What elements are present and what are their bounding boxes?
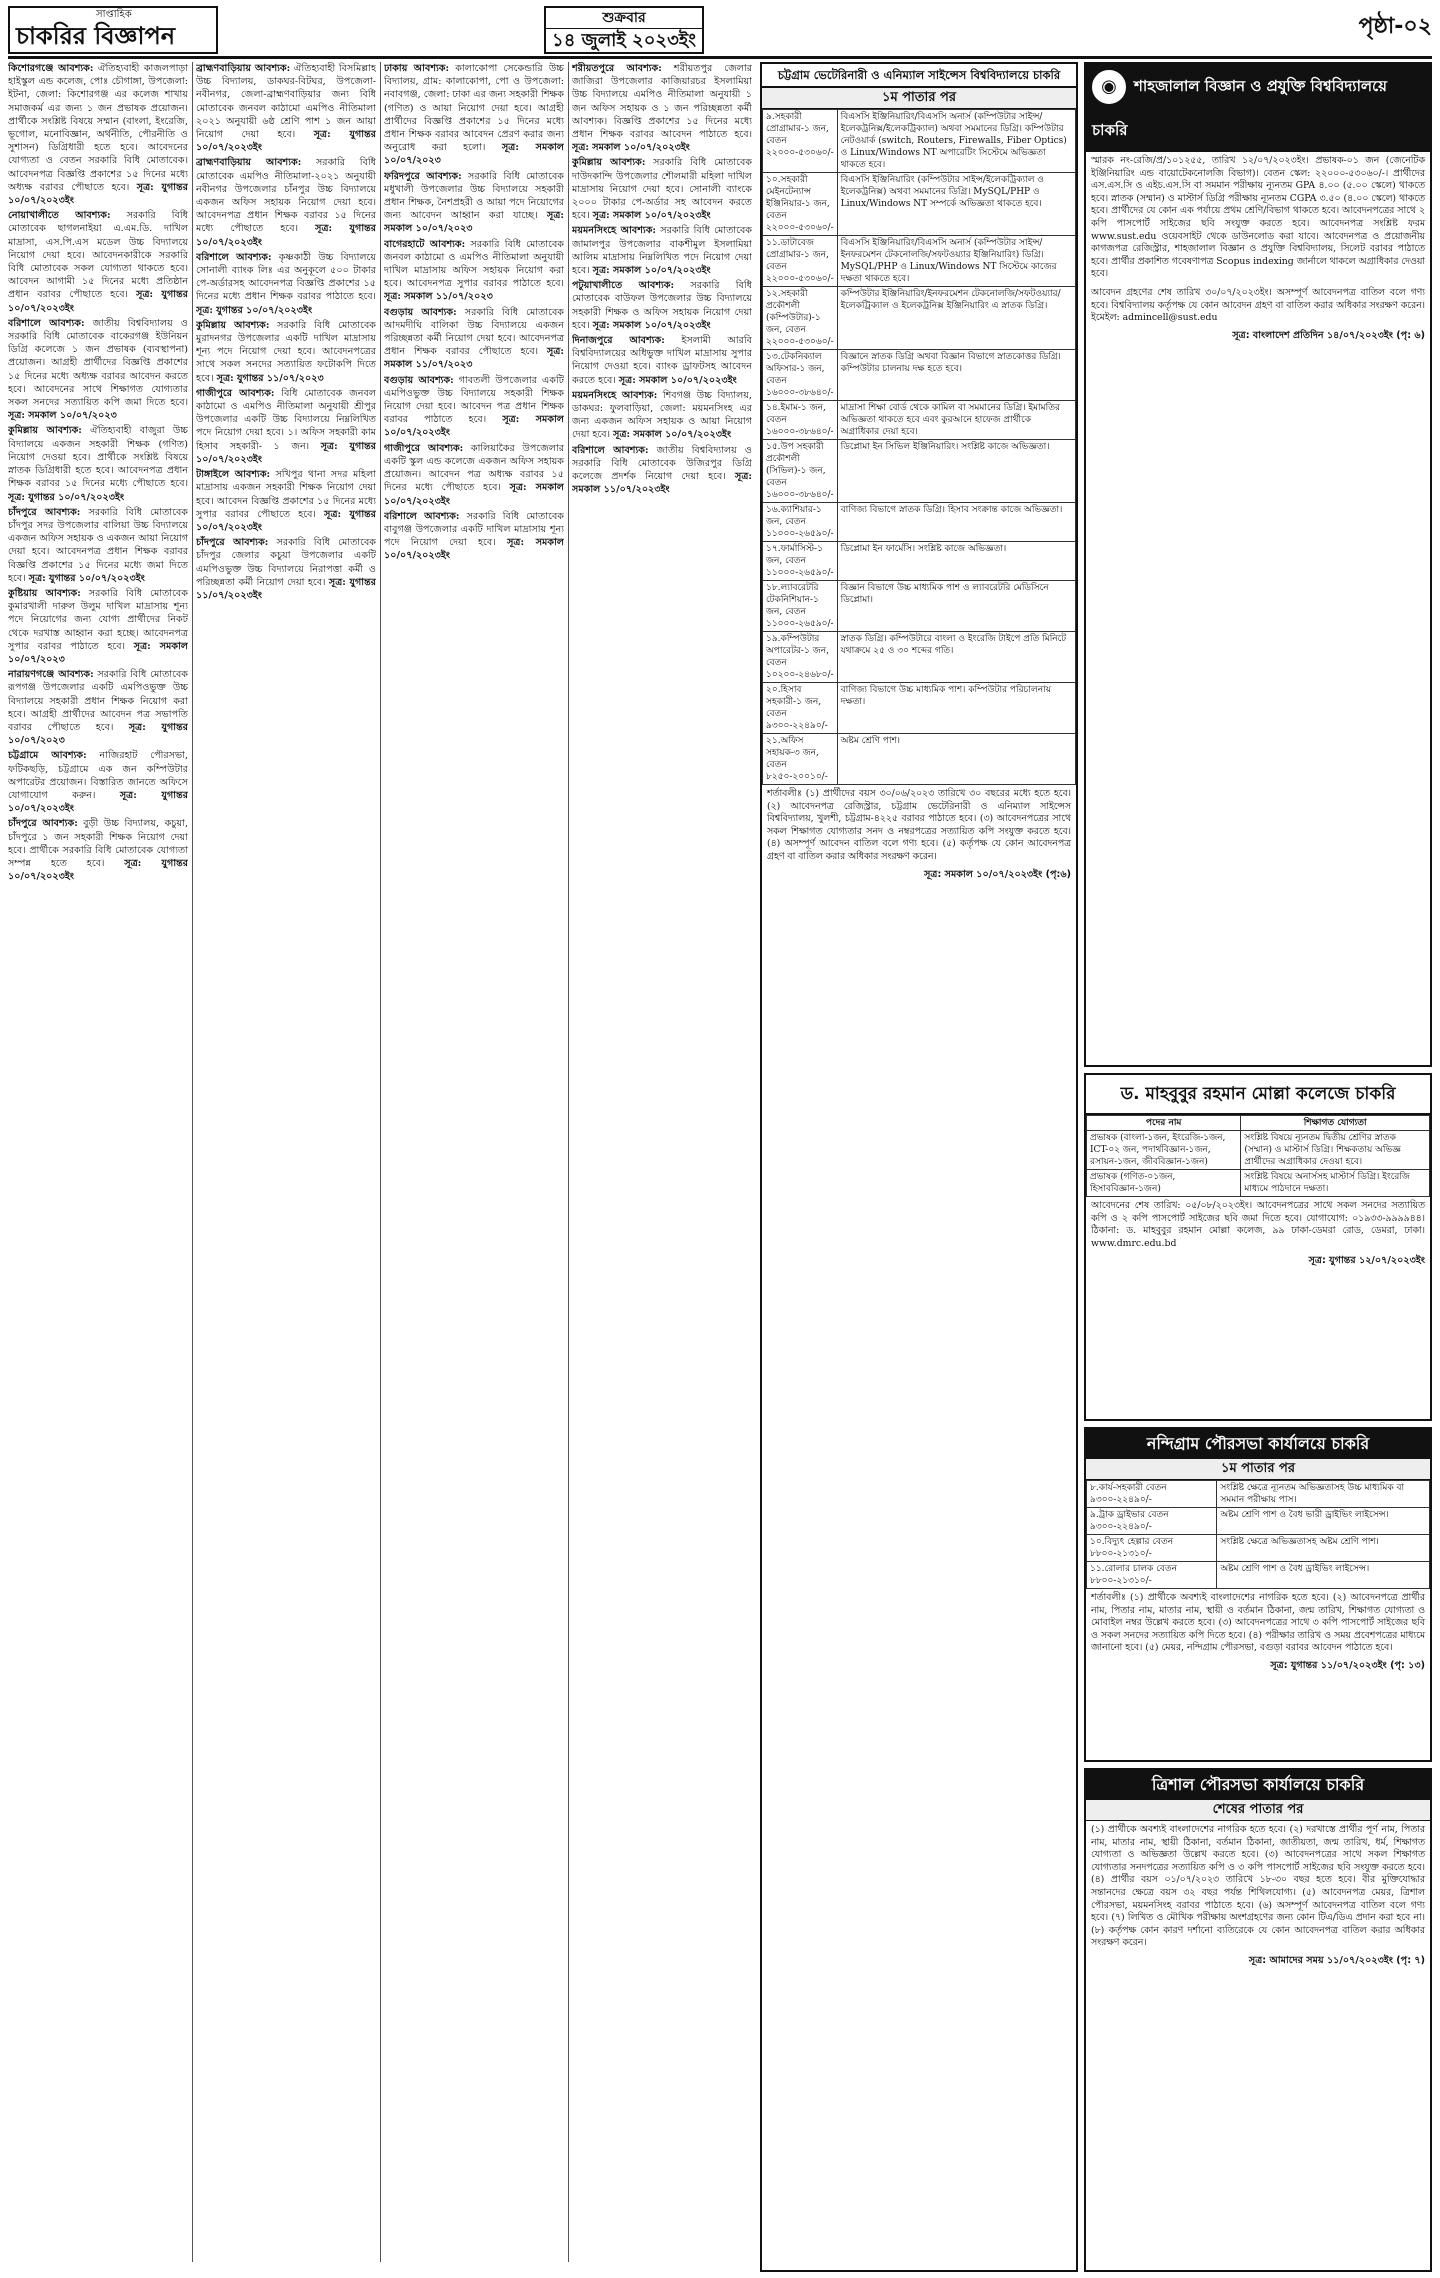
classified-ad-text: বিধি মোতাবেক জনবল কাঠামো ও এমপিও নীতিমালা অনুযায়ী শ্রীপুর উপজেলার একটি উচ্চ বিদ্যালয়ে নিম্নলিখিত পদে নিয়োগ দেয়া হবে। ১। অফিস সহকারী কাম হিসাব সহকারী- ১ জন। [196,387,376,452]
classified-ad-source: সূত্র: যুগান্তর ১০/০৭/২০২৩ইং [28,572,145,584]
cvasu-ad-title: চট্টগ্রাম ভেটেরিনারী ও এনিম্যাল সাইন্সেস বিশ্ববিদ্যালয়ে চাকরি [762,64,1076,88]
classified-ad [8,62,188,207]
classified-ad-text: সরকারি বিধি মোতাবেক রূপগঞ্জ উপজেলার একটি এমপিওভুক্ত উচ্চ বিদ্যালয়ে সহকারী প্রধান শিক্ষক নিয়োগ করা হবে। আগ্রহী প্রার্থীদের আবেদন পত্র সভাপতি বরাবর পৌছাতে হবে। [8,669,188,733]
classified-ad-heading: ঢাকায় আবশ্যক: [384,63,450,74]
classified-ad [384,442,564,508]
cvasu-post-cell: ১৬.ক্যাশিয়ার-১ জন, বেতন ১১০০০-২৬৫৯০/- [763,503,838,542]
classified-ad-source: সূত্র: সমকাল ১০/০৭/২০২৩ইং [618,374,737,386]
classified-ad-text: সরকারি বিধি মোতাবেক বাউফল উপজেলার উচ্চ বিদ্যালয়ে সহকারী শিক্ষক ও অফিস সহায়ক নিয়োগ দেয়া হবে। [572,280,752,331]
trishal-ad-title: ত্রিশাল পৌরসভা কার্যালয়ে চাকরি [1086,1770,1430,1800]
sust-ad-title [1086,64,1430,152]
classified-ad-source: সূত্র: যুগান্তর ১০/০৭/২০২৩ইং [196,223,376,248]
classified-ad-heading: টাঙ্গাইলে আবশ্যক: [196,469,271,481]
classified-ad-text: কৃষ্ণকাঠী উচ্চ বিদ্যালয়ে সোনালী ব্যাংক লিঃ এর অনুকূলে ৫০০ টাকার পে-অর্ডারসহ আবেদনপত্র বিজ্ঞপ্তি প্রকাশের ১৫ দিনের মধ্যে প্রধান শিক্ষক বরাবর পাঠাতে হবে। [196,251,376,303]
dmrc-ad-body: আবেদনের শেষ তারিখ: ০৫/০৮/২০২৩ইং। আবেদনপত্রের সাথে সকল সনদের সত্যায়িত কপি ও ২ কপি পাসপোর্ট সাইজের ছবি জমা দিতে হবে। যোগাযোগ: ০১৯৩৩-৯৯৯৯৪৪। ঠিকানা: ড. মাহবুবুর রহমান মোল্লা কলেজ, ৯৯ ঢাকা-ডেমরা রোড, ডেমরা, ঢাকা। www.dmrc.edu.bd [1091,1200,1425,1249]
classified-ad-text: সরকারি বিধি মোতাবেক মুরাদনগর উপজেলার একটি দাখিল মাদ্রাসায় শূন্য পদে নিয়োগ দেয়া হবে। আবেদনপত্রের সাথে সকল সনদের সত্যায়িত ফটোকপি দিতে হবে। [196,319,376,384]
classified-ad-heading: নারায়ণগঞ্জে আবশ্যক: [8,669,94,681]
classified-ad-text: ঐতিহ্যবাহী বাজুরা উচ্চ বিদ্যালয়ে একজন সহকারী শিক্ষক (গণিত) নিয়োগ দেওয়া হবে। প্রার্থীকে সংশ্লিষ্ট বিষয়ে স্নাতক ডিগ্রিধারী হতে হবে। আবেদনপত্র প্রধান শিক্ষক বরাবর ১৫ দিনের মধ্যে পৌছাতে হবে। [8,425,188,490]
classified-ad [8,424,188,503]
classified-ad-source: সূত্র: যুগান্তর ১০/০৭/২০২৩ইং [8,289,188,314]
cvasu-req-cell: বিএসসি ইঞ্জিনিয়ারিং/বিএসসি অনার্স (কম্পিউটার সাইন্স/ইনফরমেশন টেকনোলজি/সফটওয়্যার ইঞ্জিনিয়ারিং) ডিগ্রি। MySQL/PHP ও Linux/Windows NT সিস্টেমে কাজের দক্ষতা থাকতে হবে। [837,236,1075,287]
classified-ad-source: সূত্র: যুগান্তর ১০/০৭/২০২৩ইং [8,789,188,815]
classified-ad [384,306,564,372]
nandigram-job-ad [1084,1427,1432,1762]
classified-ad-text: শিবগঞ্জ উচ্চ বিদ্যালয়, ডাকঘর: ফুলবাড়িয়া, জেলা: ময়মনসিংহ এর জন্য একজন অফিস সহায়ক ও আয়া নিয়োগ দেয়া হবে। [572,389,752,441]
classified-ad [8,587,188,666]
dmrc-post-cell: প্রভাষক (বাংলা-১জন, ইংরেজি-১জন, ICT-০২ জন, পদার্থবিজ্ঞান-১জন, রসায়ন-১জন, জীববিজ্ঞান-১জন) [1087,1131,1241,1170]
classified-ad-source: সূত্র: সমকাল ১০/০৭/২০২৩ইং [384,414,564,439]
classified-ad-heading: চট্টগ্রামে আবশ্যক: [8,750,87,762]
classified-ad-heading: ব্রাহ্মণবাড়িয়ায় আবশ্যক: [196,157,302,169]
classified-ad-heading: বরিশালে আবশ্যক: [196,251,272,263]
table-row [763,440,1076,503]
classified-ad-text: সরকারি বিধি মোতাবেক চাঁদপুর জেলার কচুয়া উপজেলার একটি এমপিওভুক্ত উচ্চ বিদ্যালয়ে নিরাপত্তা কর্মী ও পরিচ্ছন্নতা কর্মী নিয়োগ দেয়া হবে। [196,537,376,588]
classified-ad-source: সূত্র: সমকাল ১০/০৭/২০২৩ [8,640,188,665]
classified-ad-text: সরকারি বিধি মোতাবেক কুমারখালী দারুল উলুম দাখিল মাদ্রাসায় শূন্য পদে নিয়োগের জন্য যোগ্য প্রার্থীদের নিকট থেকে দরখাস্ত আহ্বান করা হচ্ছে। আবেদনপত্র সুপার বরাবর পাঠাতে হবে। [8,587,188,652]
classified-ad [8,749,188,815]
table-row [763,683,1076,734]
cvasu-ad-source: সূত্র: সমকাল ১০/০৭/২০২৩ইং (পৃ:৬) [924,868,1071,880]
classified-ad-heading: শরীয়তপুরে আবশ্যক: [572,63,662,74]
table-row [1087,1131,1430,1170]
classified-ad-heading: ফরিদপুরে আবশ্যক: [384,170,462,182]
classified-ad-heading: চাঁদপুরে আবশ্যক: [196,537,269,549]
classified-ad-heading: বরিশালে আবশ্যক: [572,444,649,456]
trishal-job-ad [1084,1768,1432,2272]
cvasu-req-cell: বিজ্ঞানে স্নাতক ডিগ্রি অথবা বিজ্ঞান বিভাগে স্নাতকোত্তর ডিগ্রি। কম্পিউটার চালনায় দক্ষ হতে হবে। [837,350,1075,401]
sust-job-ad [1084,62,1432,1067]
classified-ad-source: সূত্র: সমকাল ১০/০৭/২০২৩ইং [384,537,564,562]
dmrc-job-ad [1084,1073,1432,1421]
cvasu-post-cell: ১৪.ইমাম-১ জন, বেতন ১৬০০০-৩৮৬৪০/- [763,401,838,440]
classified-ad-heading: ময়মনসিংহে আবশ্যক: [572,389,658,401]
classified-ad-source: সূত্র: সমকাল ১০/০৭/২০২৩ [384,210,564,235]
table-row [763,173,1076,236]
classified-ad-source: সূত্র: যুগান্তর ১০/০৭/২০২৩ইং [8,857,188,883]
table-row [1087,1481,1430,1508]
classified-ad [384,510,564,563]
classified-ad-heading: গাজীপুরে আবশ্যক: [384,442,464,454]
table-row [763,581,1076,632]
cvasu-post-cell: ১৯.কম্পিউটার অপারেটর-১ জন, বেতন ১০২০০-২৪৬৮০/- [763,632,838,683]
classified-ad-source: সূত্র: যুগান্তর ১০/০৭/২০২৩ [8,721,188,747]
classified-ad [572,224,752,277]
classified-ad-text: সরকারি বিধি মোতাবেক জনবল কাঠামো ও এমপিও নীতিমালা অনুযায়ী দাখিল মাদ্রাসায় অফিস সহায়ক নিয়োগ করা হবে। আবেদনপত্র সুপার বরাবর পাঠাতে হবে। [384,238,564,290]
classified-ad-heading: গাজীপুরে আবশ্যক: [196,387,275,399]
classified-ad-source: সূত্র: সমকাল ১০/০৭/২০২৩ [384,142,564,167]
cvasu-post-cell: ১৩.টেকনিক্যাল অফিসার-১ জন, বেতন ১৬০০০-৩৮৬৪০/- [763,350,838,401]
classified-ad-heading: কুষ্টিয়ায় আবশ্যক: [8,587,81,599]
classified-ad-text: বুড়ী উচ্চ বিদ্যালয়, কচুয়া, চাঁদপুরে ১ জন সহকারী শিক্ষক নিয়োগ দেয়া হবে। প্রার্থীকে সরকারি বিধি মোতাবেক যোগ্যতা সম্পন্ন হতে হবে। [8,818,188,869]
classified-ad [196,468,376,534]
classified-ad-heading: ব্রাহ্মণবাড়িয়ায় আবশ্যক: [196,63,291,74]
cvasu-post-cell: ১১.ডাটাবেজ প্রোগ্রামার-১ জন, বেতন ২২০০০-৫৩০৬০/- [763,236,838,287]
nandigram-post-cell: ৮.কার্য-সহকারী বেতন ৯৩০০-২২৪৯০/- [1087,1481,1217,1508]
classified-ad-heading: পটুয়াখালীতে আবশ্যক: [572,280,675,292]
masthead [8,6,1432,54]
cvasu-post-cell: ১২.সহকারী প্রকৌশলী (কম্পিউটার)-১ জন, বেতন ২২০০০-৫৩০৬০/- [763,287,838,350]
table-row [763,401,1076,440]
nandigram-post-cell: ৯.ট্রাক ড্রাইভার বেতন ৯৩০০-২২৪৯০/- [1087,1508,1217,1535]
dmrc-col-req-header: শিক্ষাগত যোগ্যতা [1241,1116,1430,1131]
classified-ad-heading: নোয়াখালীতে আবশ্যক: [8,210,111,222]
classified-ad-text: সরকারি বিধি মোতাবেক এমপিও নীতিমালা-২০২১ অনুযায়ী নবীনগর উপজেলার চাঁনপুর উচ্চ বিদ্যালয়ে একজন অফিস সহায়ক নিয়োগ দেয়া হবে। আবেদনপত্র প্রধান শিক্ষক বরাবর ১৫ দিনের মধ্যে পৌছাতে হবে। [196,157,376,235]
sust-ad-body: স্মারক নং-রেজি/প্র/১০১২৫৫, তারিখ ১২/০৭/২০২৩ইং। প্রভাষক-০১ জন (জেনেটিক ইঞ্জিনিয়ারিং এন্ড বায়োটেকনোলজি বিভাগ)। বেতন স্কেল: ২২০০০-৫৩০৬০/-। প্রার্থীদের এস.এস.সি ও এইচ.এস.সি বা সমমান পরীক্ষায় ন্যূনতম GPA ৪.০০ (৫.০০ স্কেলে) থাকতে হবে। স্নাতক (সম্মান) ও মাস্টার্স ডিগ্রি পরীক্ষায় ন্যূনতম CGPA ৩.৫০ (৪.০০ স্কেলে) থাকতে হবে। প্রার্থীদের যে কোন এক পর্যায়ে প্রথম শ্রেণি/বিভাগ থাকতে হবে। আবেদনপত্রের সাথে ২ কপি পাসপোর্ট সাইজের ছবি সংযুক্ত করতে হবে। আবেদনপত্র সংশ্লিষ্ট ফরম www.sust.edu ওয়েবসাইট থেকে ডাউনলোড করা যাবে। আবেদনপত্র ও প্রয়োজনীয় কাগজপত্র রেজিস্ট্রার, শাহজালাল বিজ্ঞান ও প্রযুক্তি বিশ্ববিদ্যালয়, সিলেট বরাবর পাঠাতে হবে। প্রার্থীর প্রকাশিত গবেষণাপত্র Scopus indexing জার্নালে থাকলে অগ্রাধিকার দেওয়া হবে। [1091,155,1425,280]
classified-column-3 [384,62,564,2262]
table-row [763,110,1076,173]
nandigram-job-table [1086,1480,1430,1589]
cvasu-post-cell: ১০.সহকারী মেইনটেন্যান্স ইঞ্জিনিয়ার-১ জন, বেতন ২২০০০-৫৩০৬০/- [763,173,838,236]
classified-ad-source: সূত্র: যুগান্তর ১০/০৭/২০২৩ইং [196,129,376,154]
classified-ad-text: ঐতিহ্যবাহী কাজলপাড়া হাইস্কুল এন্ড কলেজ, পোঃ চৌগাঙ্গা, উপজেলা: ইটনা, জেলা: কিশোরগঞ্জ এর কলেজ শাখায় সমাজকর্ম এর জন্য ১ জন প্রভাষক প্রয়োজন। প্রার্থীকে সংশ্লিষ্ট বিষয়ে সম্মান (বাংলা, ইংরেজি, ভূগোল, মনোবিজ্ঞান, অর্থনীতি, পৌরনীতি ও সুশাসন) ডিগ্রিধারী হতে হবে। আবেদনের যোগ্যতা ও বেতন সরকারি বিধি মোতাবেক। আবেদনপত্র বিজ্ঞপ্তি প্রকাশের ১৫ দিনের মধ্যে অধ্যক্ষ বরাবর পৌছাতে হবে। [8,63,188,193]
classified-ad [572,279,752,332]
cvasu-req-cell: বাণিজ্য বিভাগে উচ্চ মাধ্যমিক পাশ। কম্পিউটার পরিচালনায় দক্ষতা। [837,683,1075,734]
sust-ad-terms: আবেদন গ্রহণের শেষ তারিখ ৩০/০৭/২০২৩ইং। অসম্পূর্ণ আবেদনপত্র বাতিল বলে গণ্য হবে। বিশ্ববিদ্যালয় কর্তৃপক্ষ যে কোন আবেদন গ্রহণ বা বাতিল করার অধিকার সংরক্ষণ করেন। ইমেইল: admincell@sust.edu [1091,286,1425,324]
logo-title: চাকরির বিজ্ঞাপন [16,22,176,50]
cvasu-ad-subtitle: ১ম পাতার পর [762,88,1076,109]
classified-ad-heading: ময়মনসিংহে আবশ্যক: [572,225,656,237]
classified-ad [384,374,564,440]
classified-column-2 [196,62,376,2262]
column-divider [192,62,193,2262]
nandigram-req-cell: অষ্টম শ্রেণি পাশ ও বৈধ ভারী ড্রাইভিং লাইসেন্স। [1217,1508,1430,1535]
cvasu-req-cell: মাদ্রাসা শিক্ষা বোর্ড থেকে কামিল বা সমমানের ডিগ্রি। ইমামতির অভিজ্ঞতা থাকতে হবে এবং কুরআনে হাফেজ প্রার্থীকে অগ্রাধিকার দেয়া হবে। [837,401,1075,440]
dmrc-req-cell: সংশ্লিষ্ট বিষয়ে অনার্সসহ মাস্টার্স ডিগ্রি। ইংরেজি মাধ্যমে পাঠদানে দক্ষতা। [1241,1170,1430,1197]
classified-ad [8,817,188,883]
classified-ad-heading: বগুড়ায় আবশ্যক: [384,374,454,386]
classified-ad [572,444,752,497]
classified-ad [384,170,564,236]
cvasu-req-cell: ডিপ্লোমা ইন সিভিল ইঞ্জিনিয়ারিং। সংশ্লিষ্ট কাজে অভিজ্ঞতা। [837,440,1075,503]
cvasu-req-cell: কম্পিউটার ইঞ্জিনিয়ারিং/ইনফরমেশন টেকনোলজি/সফটওয়্যার/ইলেকট্রিক্যাল ও ইলেকট্রনিক্স ইঞ্জিনিয়ারিং এ স্নাতক ডিগ্রি। [837,287,1075,350]
dmrc-ad-title: ড. মাহবুবুর রহমান মোল্লা কলেজে চাকরি [1086,1075,1430,1115]
classified-ad [196,387,376,466]
nandigram-post-cell: ১০.বিদ্যুৎ হেল্পার বেতন ৮৮০০-২১৩১০/- [1087,1535,1217,1562]
classified-ad-source: সূত্র: সমকাল ১০/০৭/২০২৩ইং [592,210,711,222]
classified-ad-heading: চাঁদপুরে আবশ্যক: [8,506,81,518]
cvasu-req-cell: স্নাতক ডিগ্রি। কম্পিউটারে বাংলা ও ইংরেজি টাইপে প্রতি মিনিটে যথাক্রমে ২৫ ও ৩০ শব্দের গতি। [837,632,1075,683]
classified-ad-source: সূত্র: যুগান্তর ১১/০৭/২০২৩ [216,372,324,384]
classified-ad-source: সূত্র: সমকাল ১০/০৭/২০২৩ইং [572,142,690,154]
cvasu-post-cell: ২০.হিসাব সহকারী-১ জন, বেতন ৯৩০০-২২৪৯০/- [763,683,838,734]
classified-ad-source: সূত্র: সমকাল ১০/০৭/২০২৩ইং [613,429,732,441]
classified-ad [384,238,564,304]
classified-ad-text: ইসলামী আরবি বিশ্ববিদ্যালয়ের অধিভুক্ত দাখিল মাদ্রাসায় সুপার নিয়োগ দেওয়া হবে। ব্যাংক ড্রাফটসহ আবেদন করতে হবে। [572,335,752,386]
classified-ad-heading: কিশোরগঞ্জে আবশ্যক: [8,63,94,74]
nandigram-ad-body: শর্তাবলীঃ (১) প্রার্থীকে অবশ্যই বাংলাদেশের নাগরিক হতে হবে। (২) আবেদনপত্রে প্রার্থীর নাম, পিতার নাম, মাতার নাম, স্থায়ী ও বর্তমান ঠিকানা, জন্ম তারিখ, শিক্ষাগত যোগ্যতা ও মোবাইল নম্বর উল্লেখ করতে হবে। (৩) আবেদনপত্রের সাথে ৩ কপি পাসপোর্ট সাইজের ছবি ও সকল সনদের সত্যায়িত কপি দিতে হবে। (৪) পরীক্ষার তারিখ ও সময় প্রবেশপত্রের মাধ্যমে জানানো হবে। (৫) মেয়র, নন্দিগ্রাম পৌরসভা, বগুড়া বরাবর আবেদন পাঠাতে হবে। [1091,1592,1425,1654]
table-row [1087,1535,1430,1562]
classified-column-1 [8,62,188,2262]
classified-ad [8,209,188,315]
cvasu-job-table [762,109,1076,785]
classified-ad [384,62,564,168]
table-row [1087,1170,1430,1197]
table-row [763,503,1076,542]
classified-column-4 [572,62,752,2262]
column-divider [380,62,381,2262]
classified-ad [196,536,376,602]
classified-ad-source: সূত্র: সমকাল ১০/০৭/২০২৩ইং [592,319,711,331]
classified-ad-heading: চাঁদপুরে আবশ্যক: [8,818,78,830]
classified-ad [572,389,752,442]
cvasu-post-cell: ৯.সহকারী প্রোগ্রামার-১ জন, বেতন ২২০০০-৫৩০৬০/- [763,110,838,173]
classified-ad-text: ঐতিহ্যবাহী বিসমিল্লাহ উচ্চ বিদ্যালয়, ডাকঘর-বিটঘর, উপজেলা-নবীনগর, জেলা-ব্রাহ্মণবাড়িয়ার জন্য বিধি মোতাবেক জনবল কাঠামো এমপিও নীতিমালা ২০২১ অনুযায়ী ৬ষ্ঠ শ্রেণি পাশ ১ জন আয়া নিয়োগ দেয়া হবে। [196,63,376,141]
header-rule [8,56,1432,59]
dmrc-post-cell: প্রভাষক (গণিত-০১জন, হিসাববিজ্ঞান-১জন) [1087,1170,1241,1197]
classified-ad [8,668,188,747]
dmrc-col-post-header: পদের নাম [1087,1116,1241,1131]
classified-ad-heading: বগুড়ায় আবশ্যক: [384,306,457,318]
classified-ad [196,319,376,385]
cvasu-req-cell: বাণিজ্য বিভাগে স্নাতক ডিগ্রি। হিসাব সংক্রান্ত কাজে অভিজ্ঞতা। [837,503,1075,542]
dmrc-req-cell: সংশ্লিষ্ট বিষয়ে ন্যূনতম দ্বিতীয় শ্রেণির স্নাতক (সম্মান) ও মাস্টার্স ডিগ্রি। শিক্ষকতায় অভিজ্ঞ প্রার্থীদের অগ্রাধিকার দেওয়া হবে। [1241,1131,1430,1170]
table-row [1087,1562,1430,1589]
nandigram-ad-title: নন্দিগ্রাম পৌরসভা কার্যালয়ে চাকরি [1086,1429,1430,1459]
classified-ad-text: নাজিরহাট পৌরসভা, ফটিকছড়ি, চট্টগ্রামে এক জন কম্পিউটার অপারেটর প্রয়োজন। বিস্তারিত জানতে অফিসে যোগাযোগ করুন। [8,750,188,801]
classified-ad-text: সরকারি বিধি মোতাবেক আদমদীঘি বালিকা উচ্চ বিদ্যালয়ে একজন পরিচ্ছন্নতা কর্মী নিয়োগ দেয়া হবে। আবেদনপত্র প্রধান শিক্ষক বরাবর পৌছাতে হবে। [384,306,564,358]
classified-ad-text: সরকারি বিধি মোতাবেক জামালপুর উপজেলার বাকশীমুল ইসলামিয়া আলিম মাদ্রাসায় নিম্নলিখিত পদে নিয়োগ দেয়া হবে। [572,225,752,277]
classified-ad-text: সরকারি বিধি মোতাবেক চাঁদপুর সদর উপজেলার বালিয়া উচ্চ বিদ্যালয়ে একজন অফিস সহায়ক ও একজন আয়া নিয়োগ দেয়া হবে। আবেদনপত্র প্রধান শিক্ষক বরাবর বিজ্ঞপ্তি প্রকাশের ১৫ দিনের মধ্যে জমা দিতে হবে। [8,506,188,584]
nandigram-req-cell: অষ্টম শ্রেণি পাশ ও বৈধ ড্রাইভিং লাইসেন্স। [1217,1562,1430,1589]
page-number: পৃষ্ঠা-০২ [1358,14,1432,39]
classified-ad-source: সূত্র: যুগান্তর ১০/০৭/২০২৩ইং [196,440,376,465]
classified-ad-text: গাবতলী উপজেলার একটি এমপিওভুক্ত উচ্চ বিদ্যালয়ে সহকারী শিক্ষক নিয়োগ দেয়া হবে। আবেদন পত্র প্রধান শিক্ষক বরাবর পাঠাতে হবে। [384,374,564,426]
classified-ad-heading: বরিশালে আবশ্যক: [384,510,460,522]
table-row [763,542,1076,581]
trishal-ad-source: সূত্র: আমাদের সময় ১১/০৭/২০২৩ইং (পৃ: ৭) [1248,1954,1425,1966]
table-row [1087,1508,1430,1535]
classified-ad-text: সখিপুর থানা সদর মহিলা মাদ্রাসায় একজন সহকারী শিক্ষক নিয়োগ দেয়া হবে। আবেদন বিজ্ঞপ্তি প্রকাশের ১৫ দিনের মধ্যে সুপার বরাবর পৌছাতে হবে। [196,469,376,520]
nandigram-post-cell: ১১.রোলার চালক বেতন ৮৮০০-২১৩১০/- [1087,1562,1217,1589]
cvasu-post-cell: ২১.অফিস সহায়ক-৩ জন, বেতন ৮২৫০-২০০১০/- [763,734,838,785]
sust-ad-source: সূত্র: বাংলাদেশ প্রতিদিন ১৪/০৭/২০২৩ইং (পৃ: ৬) [1232,329,1425,341]
cvasu-req-cell: ডিপ্লোমা ইন ফার্মেসি। সংশ্লিষ্ট কাজে অভিজ্ঞতা। [837,542,1075,581]
classified-ad [8,317,188,423]
issue-date-box [544,6,704,54]
nandigram-ad-subtitle: ১ম পাতার পর [1086,1459,1430,1480]
table-row [763,632,1076,683]
classified-ad-heading: বাগেরহাটে আবশ্যক: [384,238,466,250]
nandigram-req-cell: সংশ্লিষ্ট ক্ষেত্রে ন্যূনতম অভিজ্ঞতাসহ উচ্চ মাধ্যমিক বা সমমান পরীক্ষায় পাস। [1217,1481,1430,1508]
classified-ad-text: কালাকোপা সেকেন্ডারি উচ্চ বিদ্যালয়, গ্রাম: কালাকোপা, পো ও উপজেলা: নবাবগঞ্জ, জেলা: ঢাকা এর জন্য সহকারী শিক্ষক (গণিত) ও আয়া নিয়োগ দেয়া হবে। আগ্রহী প্রার্থীদের বিজ্ঞপ্তি প্রকাশের ১৫ দিনের মধ্যে প্রধান শিক্ষক বরাবর আবেদন প্রেরণ করার জন্য অনুরোধ করা হলো। [384,63,564,154]
classified-ad-source: সূত্র: সমকাল ১১/০৭/২০২৩ [384,291,493,303]
classified-ad-source: সূত্র: সমকাল ১০/০৭/২০২৩ইং [592,265,711,277]
table-row [763,350,1076,401]
classified-ad-text: সরকারি বিধি মোতাবেক মধুখালী উপজেলার উচ্চ বিদ্যালয়ে সহকারী প্রধান শিক্ষক, নৈশপ্রহরী ও আয়া পদে নিয়োগের জন্য আবেদন আহ্বান করা যাচ্ছে। [384,170,564,222]
classified-ad [8,506,188,585]
classified-ad-heading: কুমিল্লায় আবশ্যক: [8,425,82,437]
nandigram-req-cell: সংশ্লিষ্ট ক্ষেত্রে অভিজ্ঞতাসহ অষ্টম শ্রেণি পাশ। [1217,1535,1430,1562]
table-row [763,287,1076,350]
cvasu-req-cell: অষ্টম শ্রেণি পাশ। [837,734,1075,785]
classified-ad-source: সূত্র: সমকাল ১০/০৭/২০২৩ [8,410,117,422]
cvasu-post-cell: ১৮.ল্যাবরেটরি টেকনিশিয়ান-১ জন, বেতন ১১০০০-২৬৫৯০/- [763,581,838,632]
classified-ad [572,62,752,154]
classified-ad-source: সূত্র: যুগান্তর ১১/০৭/২০২৩ইং [196,576,376,601]
table-row [763,236,1076,287]
issue-date: ১৪ জুলাই ২০২৩ইং [552,30,696,51]
classified-ad-source: সূত্র: যুগান্তর ১০/০৭/২০২৩ইং [8,491,125,503]
classified-ad [196,156,376,248]
classified-ad [196,62,376,154]
dmrc-ad-source: সূত্র: যুগান্তর ১২/০৭/২০২৩ইং [1308,1255,1425,1267]
logo-small-text: সাপ্তাহিক [96,9,132,20]
classified-ad-source: সূত্র: সমকাল ১১/০৭/২০২৩ইং [572,471,752,496]
issue-day: শুক্রবার [546,8,702,29]
sust-ad-title-text: শাহজালাল বিজ্ঞান ও প্রযুক্তি বিশ্ববিদ্যালয়ে চাকরি [1092,77,1387,139]
university-seal-icon: ◉ [1092,70,1126,104]
classified-ad-text: সরকারি বিধি মোতাবেক দাউদকান্দি উপজেলার শৌলমারী মহিলা দাখিল মাদ্রাসায় নিয়োগ দেয়া হবে। সোনালী ব্যাংকে ২০০০ টাকার পে-অর্ডার সহ আবেদন করতে হবে। [572,157,752,222]
cvasu-req-cell: বিএসসি ইঞ্জিনিয়ারিং/বিএসসি অনার্স (কম্পিউটার সাইন্স/ইলেকট্রনিক্স/ইলেকট্রিক্যাল) অথবা সমমানের ডিগ্রি। কম্পিউটার নেটওয়ার্ক (switch, Routers, Firewalls, Fiber Optics) ও Linux/Windows NT অপারেটিং সিস্টেমে অভিজ্ঞতা থাকতে হবে। [837,110,1075,173]
classified-ad [196,251,376,317]
nandigram-ad-source: সূত্র: যুগান্তর ১১/০৭/২০২৩ইং (পৃ: ১৩) [1270,1659,1425,1671]
cvasu-req-cell: বিজ্ঞান বিভাগে উচ্চ মাধ্যমিক পাশ ও ল্যাবরেটরি মেডিসিনে ডিপ্লোমা। [837,581,1075,632]
classified-ad-source: সূত্র: যুগান্তর ১০/০৭/২০২৩ইং [196,508,376,533]
trishal-ad-subtitle: শেষের পাতার পর [1086,1800,1430,1821]
classified-ad-text: সরকারি বিধি মোতাবেক বাবুগঞ্জ উপজেলার একটি দাখিল মাদ্রাসায় শূন্য পদে নিয়োগ দেয়া হবে। [384,510,564,549]
classified-ad [572,156,752,222]
classified-ad [572,334,752,387]
classified-ad-heading: কুমিল্লায় আবশ্যক: [196,319,270,331]
classified-ad-text: কালিয়াকৈর উপজেলার একটি স্কুল এন্ড কলেজে একজন অফিস সহায়ক প্রয়োজন। আবেদন পত্র অধ্যক্ষ বরাবর ১৫ দিনের মধ্যে পৌছাতে হবে। [384,442,564,494]
classified-ad-heading: কুমিল্লায় আবশ্যক: [572,157,646,169]
classified-ad-text: শরীয়তপুর জেলার জাজিরা উপজেলার কাজিয়ারচর ইসলামিয়া উচ্চ বিদ্যালয়ে এমপিও নীতিমালা অনুযায়ী ১ জন অফিস সহায়ক ও ১ জন পরিচ্ছন্নতা কর্মী আবশ্যক। বিজ্ঞপ্তি প্রকাশের ১৫ দিনের মধ্যে প্রধান শিক্ষক বরাবর আবেদন পাঠাতে হবে। [572,63,752,141]
classified-ad-source: সূত্র: সমকাল ১০/০৭/২০২৩ইং [384,482,564,507]
newspaper-logo [8,6,218,54]
classified-ad-text: জাতীয় বিশ্ববিদ্যালয় ও সরকারি বিধি মোতাবেক উজিরপুর ডিগ্রি কলেজে প্রদর্শক নিয়োগ দেয়া হবে। [572,444,752,483]
cvasu-job-ad [760,62,1078,2272]
table-row [763,734,1076,785]
dmrc-job-table [1086,1115,1430,1197]
classified-ad-heading: দিনাজপুরে আবশ্যক: [572,335,665,347]
trishal-ad-body: (১) প্রার্থীকে অবশ্যই বাংলাদেশের নাগরিক হতে হবে। (২) দরখাস্তে প্রার্থীর পূর্ণ নাম, পিতার নাম, মাতার নাম, স্থায়ী ঠিকানা, বর্তমান ঠিকানা, জাতীয়তা, জন্ম তারিখ, ধর্ম, শিক্ষাগত যোগ্যতা ও অভিজ্ঞতা উল্লেখ করতে হবে। (৩) আবেদনপত্রের সাথে সকল শিক্ষাগত যোগ্যতার সনদপত্রের সত্যায়িত কপি ও ৩ কপি পাসপোর্ট সাইজের ছবি সংযুক্ত করতে হবে। (৪) প্রার্থীর বয়স ০১/০৭/২০২৩ তারিখে ১৮-৩০ বছর হতে হবে। বীর মুক্তিযোদ্ধার সন্তানদের ক্ষেত্রে বয়স ৩২ বছর পর্যন্ত শিথিলযোগ্য। (৫) আবেদনপত্র মেয়র, ত্রিশাল পৌরসভা, ময়মনসিংহ বরাবর পাঠাতে হবে। (৬) অসম্পূর্ণ আবেদনপত্র বাতিল বলে গণ্য হবে। (৭) লিখিত ও মৌখিক পরীক্ষায় অংশগ্রহণের জন্য কোন টিএ/ডিএ প্রদান করা হবে না। (৮) কর্তৃপক্ষ কোন কারণ দর্শানো ব্যতিরেকে যে কোন আবেদনপত্র বাতিল করার অধিকার সংরক্ষণ করেন। [1091,1824,1425,1949]
classified-ad-source: সূত্র: সমকাল ১১/০৭/২০২৩ [384,346,564,371]
cvasu-post-cell: ১৫.উপ সহকারী প্রকৌশলী (সিভিল)-১ জন, বেতন ১৬০০০-৩৮৬৪০/- [763,440,838,503]
classified-ad-text: সরকারি বিধি মোতাবেক ছাগলনাইয়া এ.এম.ডি. দাখিল মাদ্রাসা, এস.পি.এস মডেল উচ্চ বিদ্যালয়ে নিয়োগ দেয়া হবে। আবেদনকারীকে সরকারি বিধি মোতাবেক সকল যোগ্যতা থাকতে হবে। আবেদন আগামী ১৫ দিনের মধ্যে প্রতিষ্ঠান প্রধান বরাবর পৌছাতে হবে। [8,210,188,301]
cvasu-post-cell: ১৭.ফার্মাসিস্ট-১ জন, বেতন ১১০০০-২৬৫৯০/- [763,542,838,581]
classified-ad-source: সূত্র: যুগান্তর ১০/০৭/২০২৩ইং [8,181,188,207]
cvasu-req-cell: বিএসসি ইঞ্জিনিয়ারিং (কম্পিউটার সাইন্স/ইলেকট্রিক্যাল ও ইলেকট্রনিক্স) অথবা সমমানের ডিগ্রি। MySQL/PHP ও Linux/Windows NT সম্পর্কে অভিজ্ঞতা থাকতে হবে। [837,173,1075,236]
column-divider [568,62,569,2262]
classified-ad-source: সূত্র: যুগান্তর ১০/০৭/২০২৩ইং [196,304,313,316]
cvasu-ad-terms: শর্তাবলীঃ (১) প্রার্থীদের বয়স ৩০/০৬/২০২৩ তারিখে ৩০ বছরের মধ্যে হতে হবে। (২) আবেদনপত্র রেজিস্ট্রার, চট্টগ্রাম ভেটেরিনারী ও এনিম্যাল সাইন্সেস বিশ্ববিদ্যালয়, খুলশী, চট্টগ্রাম-৪২২৫ বরাবর পাঠাতে হবে। (৩) আবেদনপত্রের সাথে সকল শিক্ষাগত যোগ্যতার সনদ ও নম্বরপত্রের সত্যায়িত কপি সংযুক্ত করতে হবে। (৪) অসম্পূর্ণ আবেদন বাতিল বলে গণ্য হবে। (৫) কর্তৃপক্ষ যে কোন আবেদনপত্র গ্রহণ বা বাতিল করার অধিকার সংরক্ষণ করেন। [767,788,1071,862]
classified-ad-text: জাতীয় বিশ্ববিদ্যালয় ও সরকারি বিধি মোতাবেক বাকেরগঞ্জ ইউনিয়ন ডিগ্রি কলেজে ১ জন প্রভাষক (ব্যবস্থাপনা) প্রয়োজন। আগ্রহী প্রার্থীদের বিজ্ঞপ্তি প্রকাশের ১৫ দিনের মধ্যে অধ্যক্ষ বরাবর আবেদন করতে হবে। আবেদনের সাথে শিক্ষাগত যোগ্যতার সকল সনদের সত্যায়িত কপি জমা দিতে হবে। [8,317,188,409]
classified-ad-heading: বরিশালে আবশ্যক: [8,317,85,329]
